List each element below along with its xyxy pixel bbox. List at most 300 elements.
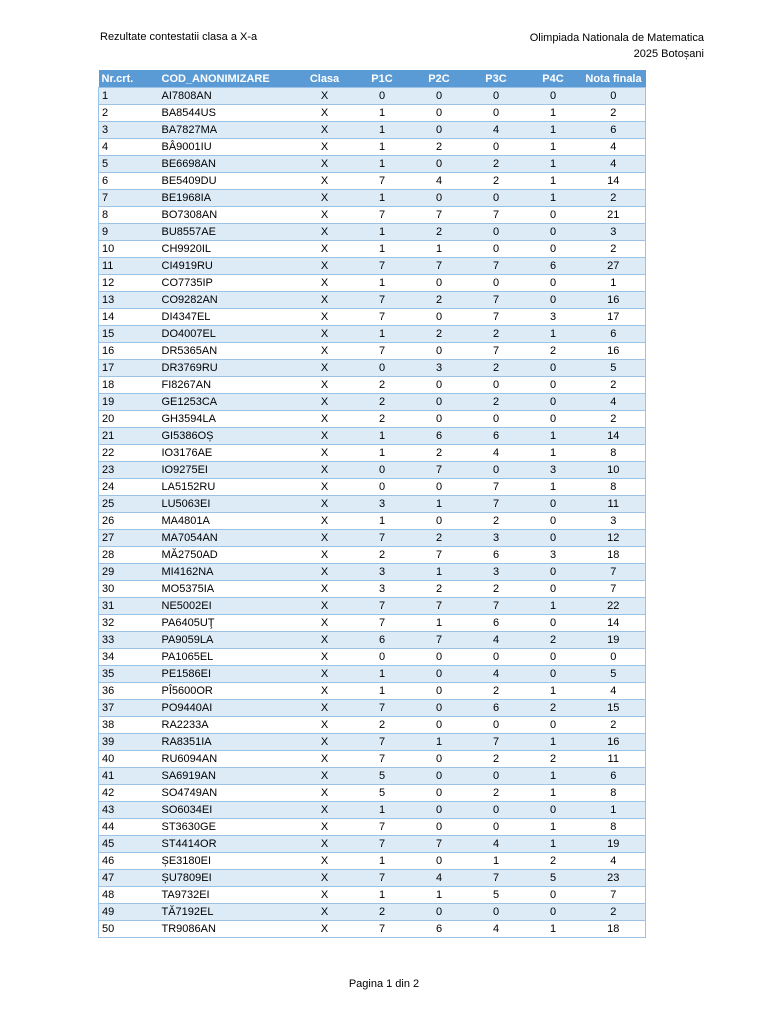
cell-p3c: 6 [468,428,525,445]
cell-p2c: 2 [411,581,468,598]
cell-p1c: 2 [354,717,411,734]
table-row [99,292,646,309]
cell-nr: 23 [99,462,150,479]
cell-code: BO7308AN [150,207,296,224]
cell-p4c: 0 [525,666,582,683]
cell-p2c: 2 [411,139,468,156]
cell-nr: 1 [99,88,150,105]
cell-nr: 48 [99,887,150,904]
cell-p4c: 1 [525,819,582,836]
cell-p2c: 2 [411,224,468,241]
cell-p4c: 1 [525,598,582,615]
cell-p4c: 0 [525,241,582,258]
cell-final-grade: 7 [582,887,646,904]
cell-class: X [296,904,354,921]
cell-p4c: 5 [525,870,582,887]
cell-class: X [296,598,354,615]
cell-nr: 21 [99,428,150,445]
cell-p2c: 7 [411,598,468,615]
cell-class: X [296,173,354,190]
cell-p2c: 0 [411,105,468,122]
cell-p1c: 1 [354,224,411,241]
table-header-row [99,70,646,88]
cell-nr: 36 [99,683,150,700]
cell-p2c: 0 [411,394,468,411]
document-header-right [530,30,704,62]
cell-class: X [296,530,354,547]
cell-p1c: 1 [354,241,411,258]
table-row [99,394,646,411]
table-row [99,275,646,292]
cell-class: X [296,394,354,411]
cell-class: X [296,360,354,377]
table-row [99,207,646,224]
cell-p3c: 4 [468,836,525,853]
cell-final-grade: 1 [582,275,646,292]
cell-nr: 5 [99,156,150,173]
cell-p3c: 0 [468,190,525,207]
cell-p3c: 7 [468,870,525,887]
cell-class: X [296,207,354,224]
cell-class: X [296,156,354,173]
cell-p2c: 0 [411,156,468,173]
cell-p3c: 2 [468,156,525,173]
cell-p4c: 0 [525,88,582,105]
cell-p3c: 7 [468,496,525,513]
cell-p1c: 3 [354,564,411,581]
table-row [99,241,646,258]
cell-final-grade: 5 [582,666,646,683]
cell-p2c: 4 [411,173,468,190]
cell-nr: 12 [99,275,150,292]
cell-nr: 8 [99,207,150,224]
cell-p4c: 0 [525,887,582,904]
cell-code: TĂ7192EL [150,904,296,921]
cell-final-grade: 8 [582,785,646,802]
cell-class: X [296,649,354,666]
cell-code: BA7827MA [150,122,296,139]
cell-final-grade: 27 [582,258,646,275]
cell-p1c: 2 [354,904,411,921]
cell-class: X [296,581,354,598]
cell-p1c: 1 [354,513,411,530]
cell-p4c: 0 [525,581,582,598]
cell-p2c: 1 [411,496,468,513]
column-header-p4c: P4C [525,70,582,88]
cell-p1c: 7 [354,343,411,360]
cell-class: X [296,819,354,836]
cell-class: X [296,666,354,683]
cell-p2c: 0 [411,411,468,428]
cell-nr: 35 [99,666,150,683]
cell-nr: 28 [99,547,150,564]
cell-p4c: 2 [525,632,582,649]
cell-p4c: 3 [525,309,582,326]
cell-code: MĂ2750AD [150,547,296,564]
cell-p3c: 4 [468,921,525,938]
cell-p1c: 7 [354,921,411,938]
cell-nr: 14 [99,309,150,326]
cell-p2c: 2 [411,445,468,462]
cell-p1c: 0 [354,88,411,105]
cell-p1c: 7 [354,207,411,224]
cell-class: X [296,683,354,700]
cell-p2c: 0 [411,479,468,496]
cell-p4c: 0 [525,564,582,581]
table-row [99,343,646,360]
cell-nr: 13 [99,292,150,309]
cell-p4c: 0 [525,496,582,513]
column-header-final-grade: Nota finala [582,70,646,88]
table-row [99,88,646,105]
cell-nr: 15 [99,326,150,343]
cell-final-grade: 6 [582,122,646,139]
cell-p4c: 0 [525,224,582,241]
cell-p3c: 2 [468,785,525,802]
cell-nr: 16 [99,343,150,360]
cell-code: ȘU7809EI [150,870,296,887]
cell-p3c: 0 [468,105,525,122]
olympiad-year-location: 2025 Botoșani [633,48,704,60]
cell-code: ST3630GE [150,819,296,836]
cell-class: X [296,190,354,207]
cell-p3c: 4 [468,122,525,139]
cell-class: X [296,887,354,904]
cell-p3c: 1 [468,853,525,870]
cell-final-grade: 16 [582,343,646,360]
column-header-p1c: P1C [354,70,411,88]
cell-code: BÂ9001IU [150,139,296,156]
cell-p2c: 3 [411,360,468,377]
cell-p2c: 7 [411,632,468,649]
cell-p3c: 4 [468,632,525,649]
document-title: Rezultate contestatii clasa a X-a [100,31,258,43]
cell-p2c: 1 [411,564,468,581]
cell-p4c: 0 [525,802,582,819]
cell-nr: 19 [99,394,150,411]
cell-p1c: 0 [354,462,411,479]
cell-p2c: 0 [411,802,468,819]
cell-p3c: 2 [468,751,525,768]
cell-p2c: 2 [411,326,468,343]
cell-class: X [296,275,354,292]
cell-p2c: 0 [411,666,468,683]
cell-code: PO9440AI [150,700,296,717]
table-row [99,190,646,207]
cell-class: X [296,751,354,768]
cell-p1c: 0 [354,479,411,496]
cell-p1c: 1 [354,190,411,207]
cell-nr: 45 [99,836,150,853]
cell-p3c: 0 [468,241,525,258]
cell-p3c: 2 [468,173,525,190]
cell-p2c: 1 [411,734,468,751]
cell-p3c: 3 [468,564,525,581]
cell-p1c: 7 [354,598,411,615]
cell-p3c: 0 [468,224,525,241]
table-row [99,139,646,156]
cell-p1c: 1 [354,275,411,292]
cell-final-grade: 18 [582,921,646,938]
cell-final-grade: 8 [582,445,646,462]
cell-code: BE5409DU [150,173,296,190]
cell-p3c: 7 [468,734,525,751]
cell-p4c: 0 [525,615,582,632]
cell-p4c: 0 [525,530,582,547]
cell-nr: 39 [99,734,150,751]
cell-class: X [296,870,354,887]
cell-class: X [296,326,354,343]
cell-nr: 25 [99,496,150,513]
cell-code: DO4007EL [150,326,296,343]
cell-p1c: 0 [354,360,411,377]
cell-p4c: 1 [525,768,582,785]
table-row [99,921,646,938]
cell-code: RU6094AN [150,751,296,768]
cell-p3c: 7 [468,309,525,326]
cell-p1c: 7 [354,700,411,717]
table-row [99,156,646,173]
cell-class: X [296,258,354,275]
cell-p2c: 4 [411,870,468,887]
cell-nr: 3 [99,122,150,139]
cell-final-grade: 18 [582,547,646,564]
cell-p2c: 0 [411,768,468,785]
cell-p3c: 2 [468,581,525,598]
cell-class: X [296,309,354,326]
table-row [99,700,646,717]
cell-class: X [296,224,354,241]
table-row [99,870,646,887]
cell-p4c: 0 [525,394,582,411]
cell-class: X [296,921,354,938]
olympiad-name: Olimpiada Nationala de Matematica [529,32,704,44]
cell-final-grade: 17 [582,309,646,326]
cell-p4c: 0 [525,377,582,394]
table-row [99,853,646,870]
cell-p4c: 1 [525,683,582,700]
cell-p4c: 2 [525,751,582,768]
cell-p1c: 7 [354,615,411,632]
cell-final-grade: 4 [582,156,646,173]
cell-final-grade: 4 [582,394,646,411]
cell-nr: 43 [99,802,150,819]
cell-p4c: 0 [525,360,582,377]
cell-nr: 29 [99,564,150,581]
cell-final-grade: 14 [582,428,646,445]
cell-code: IO3176AE [150,445,296,462]
cell-p1c: 7 [354,819,411,836]
cell-p4c: 0 [525,513,582,530]
cell-p2c: 0 [411,717,468,734]
cell-code: GE1253CA [150,394,296,411]
cell-p3c: 3 [468,530,525,547]
table-row [99,462,646,479]
cell-p1c: 1 [354,428,411,445]
table-row [99,496,646,513]
cell-code: MI4162NA [150,564,296,581]
cell-p2c: 0 [411,683,468,700]
column-header-nr: Nr.crt. [99,70,150,88]
cell-p1c: 7 [354,530,411,547]
cell-p2c: 0 [411,751,468,768]
cell-class: X [296,564,354,581]
cell-p2c: 6 [411,428,468,445]
cell-final-grade: 7 [582,581,646,598]
cell-nr: 30 [99,581,150,598]
cell-nr: 44 [99,819,150,836]
cell-class: X [296,428,354,445]
cell-code: RA8351IA [150,734,296,751]
table-row [99,751,646,768]
cell-p4c: 1 [525,921,582,938]
table-row [99,717,646,734]
cell-p2c: 2 [411,292,468,309]
cell-final-grade: 8 [582,819,646,836]
cell-p1c: 7 [354,258,411,275]
cell-final-grade: 22 [582,598,646,615]
cell-code: BU8557AE [150,224,296,241]
table-row [99,122,646,139]
cell-code: GH3594LA [150,411,296,428]
cell-p2c: 0 [411,309,468,326]
cell-final-grade: 2 [582,904,646,921]
cell-p3c: 7 [468,343,525,360]
cell-p3c: 0 [468,88,525,105]
cell-nr: 11 [99,258,150,275]
cell-p3c: 6 [468,547,525,564]
cell-p4c: 0 [525,275,582,292]
table-row [99,105,646,122]
cell-class: X [296,122,354,139]
cell-final-grade: 0 [582,88,646,105]
cell-p4c: 1 [525,173,582,190]
cell-code: GI5386OȘ [150,428,296,445]
cell-code: PA1065EL [150,649,296,666]
cell-final-grade: 2 [582,377,646,394]
cell-p3c: 7 [468,292,525,309]
cell-p4c: 0 [525,207,582,224]
cell-p4c: 1 [525,479,582,496]
cell-p2c: 0 [411,700,468,717]
cell-class: X [296,768,354,785]
table-row [99,734,646,751]
cell-p2c: 0 [411,819,468,836]
cell-code: DI4347EL [150,309,296,326]
cell-code: BE1968IA [150,190,296,207]
table-row [99,819,646,836]
cell-final-grade: 23 [582,870,646,887]
cell-p1c: 1 [354,445,411,462]
cell-p2c: 0 [411,88,468,105]
results-table [98,70,646,938]
cell-nr: 50 [99,921,150,938]
cell-code: PA9059LA [150,632,296,649]
cell-code: MA7054AN [150,530,296,547]
cell-code: PA6405UŢ [150,615,296,632]
cell-final-grade: 16 [582,292,646,309]
cell-class: X [296,292,354,309]
cell-final-grade: 16 [582,734,646,751]
table-row [99,598,646,615]
cell-p3c: 2 [468,513,525,530]
cell-p4c: 3 [525,462,582,479]
cell-code: BA8544US [150,105,296,122]
cell-code: DR3769RU [150,360,296,377]
table-row [99,173,646,190]
table-row [99,224,646,241]
cell-p1c: 7 [354,292,411,309]
cell-p4c: 1 [525,785,582,802]
cell-p1c: 3 [354,581,411,598]
cell-p4c: 1 [525,156,582,173]
cell-code: PÎ5600OR [150,683,296,700]
cell-p3c: 6 [468,700,525,717]
table-row [99,530,646,547]
cell-p1c: 7 [354,734,411,751]
cell-nr: 27 [99,530,150,547]
table-row [99,513,646,530]
cell-p3c: 0 [468,802,525,819]
cell-nr: 31 [99,598,150,615]
cell-code: TA9732EI [150,887,296,904]
cell-p1c: 7 [354,751,411,768]
cell-code: FI8267AN [150,377,296,394]
cell-final-grade: 3 [582,224,646,241]
cell-final-grade: 4 [582,139,646,156]
table-row [99,428,646,445]
cell-final-grade: 2 [582,241,646,258]
cell-nr: 40 [99,751,150,768]
cell-p1c: 1 [354,887,411,904]
cell-p4c: 1 [525,105,582,122]
table-row [99,768,646,785]
cell-nr: 33 [99,632,150,649]
cell-p2c: 0 [411,904,468,921]
cell-nr: 9 [99,224,150,241]
cell-p4c: 2 [525,343,582,360]
cell-p1c: 5 [354,768,411,785]
cell-p1c: 3 [354,496,411,513]
cell-nr: 2 [99,105,150,122]
table-row [99,802,646,819]
cell-class: X [296,547,354,564]
cell-code: NE5002EI [150,598,296,615]
cell-p2c: 6 [411,921,468,938]
cell-p2c: 0 [411,122,468,139]
cell-p3c: 4 [468,666,525,683]
cell-nr: 22 [99,445,150,462]
cell-p1c: 7 [354,836,411,853]
cell-class: X [296,632,354,649]
cell-p2c: 2 [411,530,468,547]
table-row [99,904,646,921]
table-row [99,564,646,581]
cell-nr: 10 [99,241,150,258]
table-row [99,785,646,802]
cell-code: RA2233A [150,717,296,734]
table-row [99,666,646,683]
cell-final-grade: 8 [582,479,646,496]
cell-p2c: 7 [411,836,468,853]
cell-p1c: 7 [354,309,411,326]
cell-nr: 32 [99,615,150,632]
cell-class: X [296,241,354,258]
cell-p4c: 6 [525,258,582,275]
cell-p1c: 0 [354,649,411,666]
table-row [99,581,646,598]
cell-p3c: 0 [468,462,525,479]
